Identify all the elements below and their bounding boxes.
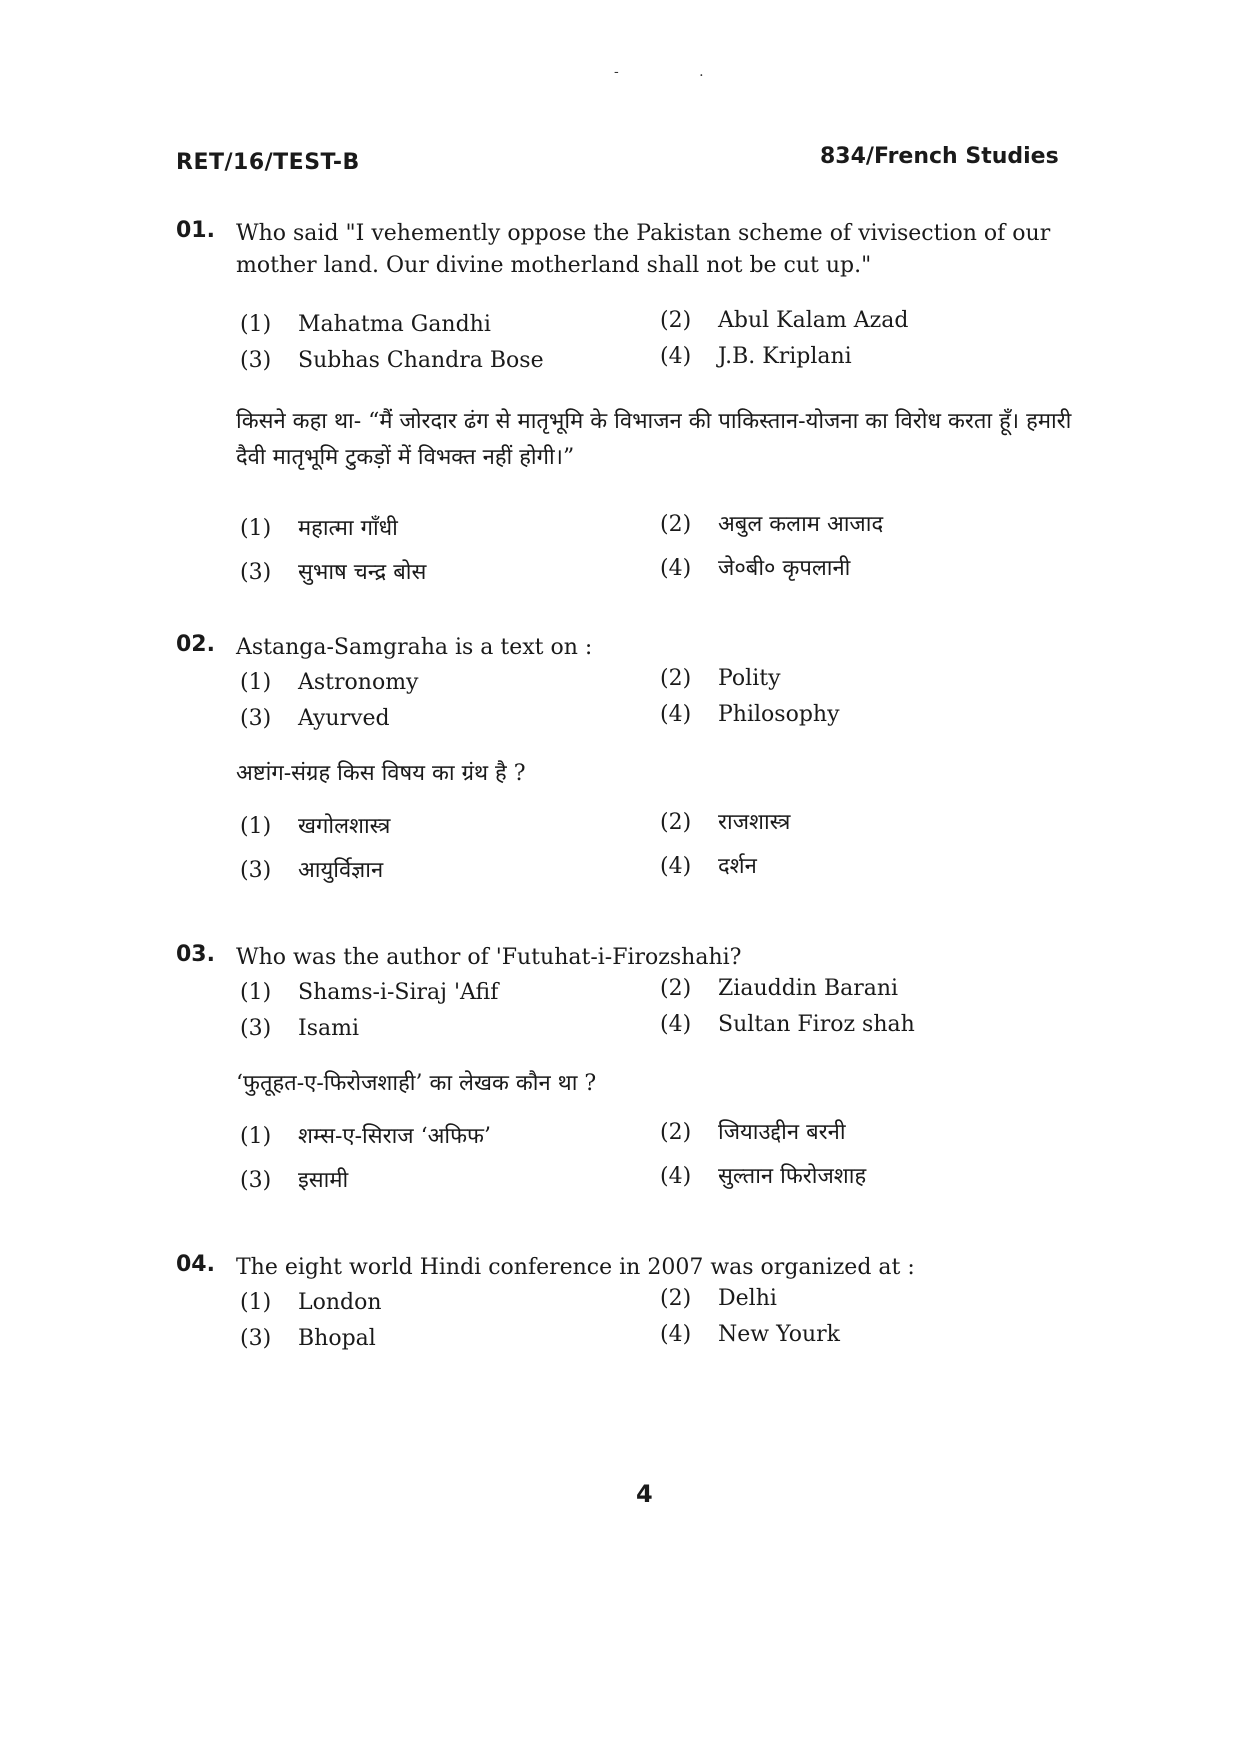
question-text-hindi: किसने कहा था- “मैं जोरदार ढंग से मातृभूमि के विभाजन की पाकिस्तान-योजना का विरोध करता हूँ। हमारी दैवी मातृभूमि टुकड़ों में विभक्त नहीं होगी।” — [236, 409, 1072, 470]
scan-marks: - . — [614, 64, 742, 80]
option-2: (2) जियाउद्दीन बरनी — [660, 1120, 846, 1145]
option-1: (1) शम्स-ए-सिराज ‘अफिफ’ — [240, 1124, 492, 1149]
question-text-english: The eight world Hindi conference in 2007 was organized at : — [236, 1255, 915, 1280]
question-text-hindi: ‘फुतूहत-ए-फिरोजशाही’ का लेखक कौन था ? — [236, 1071, 597, 1096]
question-text-english: Who said "I vehemently oppose the Pakistan scheme of vivisection of our mother land. Our divine motherland shall not be cut up." — [236, 221, 1051, 278]
option-4: (4) दर्शन — [660, 854, 757, 879]
option-2: (2) अबुल कलाम आजाद — [660, 512, 884, 537]
option-3: (3) सुभाष चन्द्र बोस — [240, 560, 427, 585]
option-4: (4) Philosophy — [660, 702, 840, 727]
option-3: (3) इसामी — [240, 1168, 349, 1193]
option-2: (2) Polity — [660, 666, 781, 691]
option-4: (4) जे०बी० कृपलानी — [660, 556, 851, 581]
option-2: (2) Ziauddin Barani — [660, 976, 899, 1001]
option-1: (1) Shams-i-Siraj 'Afif — [240, 980, 499, 1005]
option-1: (1) महात्मा गाँधी — [240, 516, 398, 541]
question-number: 03. — [176, 942, 215, 967]
option-4: (4) Sultan Firoz shah — [660, 1012, 915, 1037]
page-number: 4 — [636, 1480, 653, 1508]
option-4: (4) J.B. Kriplani — [660, 344, 852, 369]
option-1: (1) Astronomy — [240, 670, 419, 695]
option-2: (2) Abul Kalam Azad — [660, 308, 909, 333]
option-2: (2) राजशास्त्र — [660, 810, 791, 835]
question-number: 01. — [176, 218, 215, 243]
question-text-english: Astanga-Samgraha is a text on : — [236, 635, 593, 660]
option-3: (3) Bhopal — [240, 1326, 376, 1351]
option-3: (3) Ayurved — [240, 706, 390, 731]
option-3: (3) आयुर्विज्ञान — [240, 858, 384, 883]
option-1: (1) खगोलशास्त्र — [240, 814, 391, 839]
subject-header: 834/French Studies — [820, 144, 1059, 169]
option-1: (1) Mahatma Gandhi — [240, 312, 491, 337]
option-2: (2) Delhi — [660, 1286, 777, 1311]
option-3: (3) Subhas Chandra Bose — [240, 348, 544, 373]
option-4: (4) New Yourk — [660, 1322, 840, 1347]
question-text-hindi: अष्टांग-संग्रह किस विषय का ग्रंथ है ? — [236, 761, 526, 786]
option-3: (3) Isami — [240, 1016, 359, 1041]
exam-code-header: RET/16/TEST-B — [176, 150, 360, 175]
option-4: (4) सुल्तान फिरोजशाह — [660, 1164, 867, 1189]
question-text-english: Who was the author of 'Futuhat-i-Firozshahi? — [236, 945, 742, 970]
option-1: (1) London — [240, 1290, 382, 1315]
question-number: 04. — [176, 1252, 215, 1277]
question-number: 02. — [176, 632, 215, 657]
